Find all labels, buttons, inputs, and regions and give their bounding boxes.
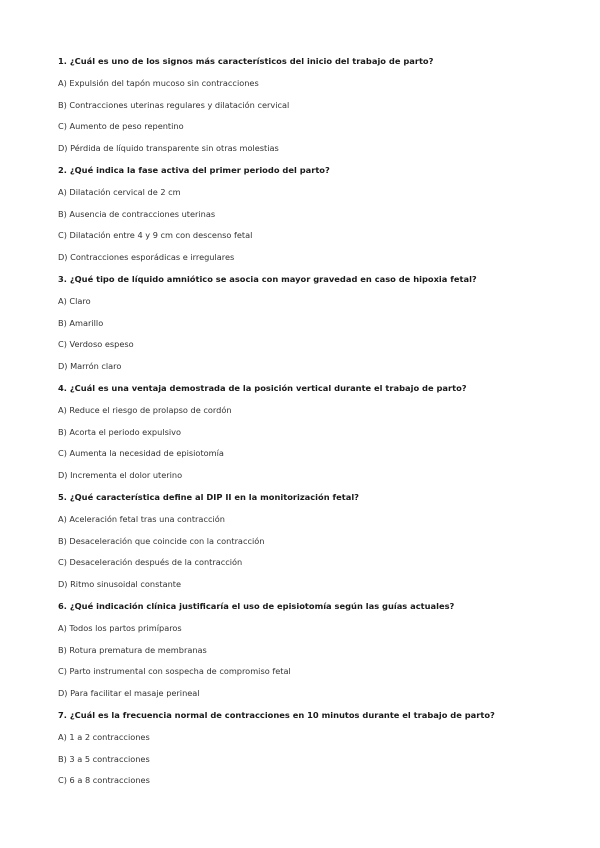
- answer-option: A) 1 a 2 contracciones: [58, 731, 150, 742]
- question-title: 5. ¿Qué característica define al DIP II en la monitorización fetal?: [58, 491, 359, 502]
- question-title: 4. ¿Cuál es una ventaja demostrada de la posición vertical durante el trabajo de parto?: [58, 382, 467, 393]
- answer-option: D) Pérdida de líquido transparente sin otras molestias: [58, 143, 279, 154]
- question-5: [58, 490, 578, 591]
- answer-option: C) Parto instrumental con sospecha de compromiso fetal: [58, 666, 291, 677]
- answer-option: B) Ausencia de contracciones uterinas: [58, 208, 216, 219]
- answer-option: B) 3 a 5 contracciones: [58, 753, 150, 764]
- answer-option: D) Ritmo sinusoidal constante: [58, 579, 182, 590]
- question-3: [58, 272, 578, 373]
- answer-option: B) Rotura prematura de membranas: [58, 644, 207, 655]
- answer-option: A) Reduce el riesgo de prolapso de cordón: [58, 404, 232, 415]
- quiz-document: [58, 54, 578, 795]
- answer-option: B) Amarillo: [58, 317, 104, 328]
- question-7: [58, 708, 578, 787]
- answer-option: A) Expulsión del tapón mucoso sin contracciones: [58, 77, 259, 88]
- answer-option: C) Dilatación entre 4 y 9 cm con descenso fetal: [58, 230, 253, 241]
- answer-option: C) Verdoso espeso: [58, 339, 134, 350]
- answer-option: C) Aumento de peso repentino: [58, 121, 184, 132]
- answer-option: A) Todos los partos primíparos: [58, 622, 182, 633]
- answer-option: D) Contracciones esporádicas e irregulares: [58, 252, 235, 263]
- question-6: [58, 599, 578, 700]
- question-title: 1. ¿Cuál es uno de los signos más característicos del inicio del trabajo de parto?: [58, 56, 434, 66]
- answer-option: A) Dilatación cervical de 2 cm: [58, 186, 181, 197]
- answer-option: C) 6 a 8 contracciones: [58, 775, 150, 786]
- answer-option: C) Desaceleración después de la contracción: [58, 557, 243, 568]
- question-2: [58, 163, 578, 264]
- question-title: 3. ¿Qué tipo de líquido amniótico se asocia con mayor gravedad en caso de hipoxia fetal?: [58, 273, 477, 284]
- answer-option: B) Contracciones uterinas regulares y dilatación cervical: [58, 99, 290, 110]
- answer-option: A) Claro: [58, 295, 91, 306]
- question-title: 2. ¿Qué indica la fase activa del primer periodo del parto?: [58, 164, 330, 175]
- answer-option: B) Acorta el periodo expulsivo: [58, 426, 181, 437]
- answer-option: D) Marrón claro: [58, 361, 122, 372]
- answer-option: D) Incrementa el dolor uterino: [58, 470, 183, 481]
- question-1: [58, 54, 578, 155]
- question-4: [58, 381, 578, 482]
- answer-option: C) Aumenta la necesidad de episiotomía: [58, 448, 224, 459]
- question-title: 6. ¿Qué indicación clínica justificaría el uso de episiotomía según las guías actuales?: [58, 600, 455, 611]
- answer-option: D) Para facilitar el masaje perineal: [58, 688, 200, 699]
- answer-option: B) Desaceleración que coincide con la contracción: [58, 535, 265, 546]
- answer-option: A) Aceleración fetal tras una contracción: [58, 513, 225, 524]
- question-title: 7. ¿Cuál es la frecuencia normal de contracciones en 10 minutos durante el trabajo de parto?: [58, 709, 495, 720]
